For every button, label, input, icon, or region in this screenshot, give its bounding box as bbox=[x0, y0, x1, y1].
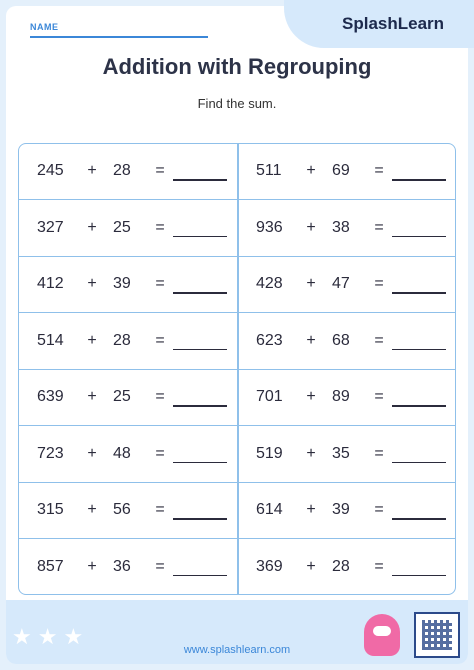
addend-b: 36 bbox=[113, 557, 131, 575]
addend-a: 514 bbox=[37, 331, 64, 349]
equals-sign: = bbox=[155, 218, 165, 236]
equals-sign: = bbox=[374, 275, 384, 292]
answer-blank[interactable] bbox=[392, 179, 446, 181]
answer-blank[interactable] bbox=[392, 236, 446, 238]
addend-a: 412 bbox=[37, 275, 64, 292]
problem-row bbox=[238, 540, 456, 596]
addend-a: 327 bbox=[37, 218, 64, 236]
answer-blank[interactable] bbox=[173, 575, 227, 577]
answer-blank[interactable] bbox=[173, 462, 227, 464]
problem-row bbox=[19, 483, 237, 539]
problem-row bbox=[19, 370, 237, 426]
equals-sign: = bbox=[155, 388, 165, 405]
addend-b: 25 bbox=[113, 218, 131, 236]
plus-sign: + bbox=[306, 501, 316, 518]
mascot-eye-icon bbox=[373, 626, 391, 636]
equals-sign: = bbox=[155, 331, 165, 349]
equals-sign: = bbox=[374, 162, 384, 179]
plus-sign: + bbox=[87, 275, 97, 292]
plus-sign: + bbox=[87, 162, 97, 179]
addend-b: 56 bbox=[113, 501, 131, 518]
problems-left-column bbox=[19, 144, 237, 594]
addend-a: 623 bbox=[256, 331, 283, 349]
equals-sign: = bbox=[155, 275, 165, 292]
equals-sign: = bbox=[155, 501, 165, 518]
plus-sign: + bbox=[306, 162, 316, 179]
plus-sign: + bbox=[87, 388, 97, 405]
addend-b: 28 bbox=[332, 557, 350, 575]
answer-blank[interactable] bbox=[173, 349, 227, 351]
answer-blank[interactable] bbox=[392, 349, 446, 351]
problem-row bbox=[238, 483, 456, 539]
plus-sign: + bbox=[306, 218, 316, 236]
addend-a: 511 bbox=[256, 162, 282, 179]
addend-b: 28 bbox=[113, 331, 131, 349]
answer-blank[interactable] bbox=[173, 292, 227, 294]
plus-sign: + bbox=[306, 557, 316, 575]
equals-sign: = bbox=[374, 218, 384, 236]
name-label: NAME bbox=[30, 22, 59, 32]
addend-a: 315 bbox=[37, 501, 64, 518]
problem-row bbox=[19, 540, 237, 596]
problem-row bbox=[238, 314, 456, 370]
worksheet-instruction: Find the sum. bbox=[197, 96, 277, 111]
equals-sign: = bbox=[374, 557, 384, 575]
addend-a: 857 bbox=[37, 557, 64, 575]
equals-sign: = bbox=[374, 388, 384, 405]
problem-grid bbox=[18, 143, 456, 595]
footer-url[interactable]: www.splashlearn.com bbox=[183, 644, 291, 656]
addend-a: 369 bbox=[256, 557, 283, 575]
addend-a: 701 bbox=[256, 388, 283, 405]
addend-b: 28 bbox=[113, 162, 131, 179]
addend-b: 35 bbox=[332, 444, 350, 462]
addend-b: 39 bbox=[332, 501, 350, 518]
plus-sign: + bbox=[306, 275, 316, 292]
plus-sign: + bbox=[306, 331, 316, 349]
equals-sign: = bbox=[374, 331, 384, 349]
qr-code-pattern bbox=[422, 620, 452, 650]
answer-blank[interactable] bbox=[392, 518, 446, 520]
equals-sign: = bbox=[155, 557, 165, 575]
addend-b: 89 bbox=[332, 388, 350, 405]
problem-row bbox=[19, 427, 237, 483]
addend-a: 723 bbox=[37, 444, 64, 462]
splashlearn-logo: SplashLearn bbox=[342, 14, 445, 33]
problem-row bbox=[238, 257, 456, 313]
answer-blank[interactable] bbox=[173, 518, 227, 520]
name-field-line[interactable] bbox=[30, 36, 208, 38]
plus-sign: + bbox=[306, 444, 316, 462]
addend-a: 245 bbox=[37, 162, 64, 179]
answer-blank[interactable] bbox=[392, 462, 446, 464]
addend-a: 519 bbox=[256, 444, 283, 462]
addend-b: 48 bbox=[113, 444, 131, 462]
plus-sign: + bbox=[306, 388, 316, 405]
equals-sign: = bbox=[155, 444, 165, 462]
plus-sign: + bbox=[87, 444, 97, 462]
addend-b: 47 bbox=[332, 275, 350, 292]
addend-b: 68 bbox=[332, 331, 350, 349]
plus-sign: + bbox=[87, 501, 97, 518]
answer-blank[interactable] bbox=[173, 179, 227, 181]
addend-a: 639 bbox=[37, 388, 64, 405]
answer-blank[interactable] bbox=[392, 292, 446, 294]
problem-row bbox=[19, 144, 237, 200]
equals-sign: = bbox=[374, 444, 384, 462]
equals-sign: = bbox=[155, 162, 165, 179]
problem-row bbox=[238, 144, 456, 200]
answer-blank[interactable] bbox=[392, 575, 446, 577]
addend-a: 614 bbox=[256, 501, 283, 518]
answer-blank[interactable] bbox=[173, 236, 227, 238]
addend-b: 38 bbox=[332, 218, 350, 236]
plus-sign: + bbox=[87, 218, 97, 236]
worksheet-title: Addition with Regrouping bbox=[102, 54, 372, 79]
problem-row bbox=[238, 201, 456, 257]
addend-a: 428 bbox=[256, 275, 283, 292]
answer-blank[interactable] bbox=[173, 405, 227, 407]
plus-sign: + bbox=[87, 557, 97, 575]
addend-a: 936 bbox=[256, 218, 283, 236]
plus-sign: + bbox=[87, 331, 97, 349]
problem-row bbox=[238, 427, 456, 483]
addend-b: 25 bbox=[113, 388, 131, 405]
addend-b: 69 bbox=[332, 162, 350, 179]
answer-blank[interactable] bbox=[392, 405, 446, 407]
problem-row bbox=[19, 201, 237, 257]
problem-row bbox=[238, 370, 456, 426]
addend-b: 39 bbox=[113, 275, 131, 292]
problem-row bbox=[19, 314, 237, 370]
problem-row bbox=[19, 257, 237, 313]
problems-right-column bbox=[238, 144, 456, 594]
stars-decoration: ★★★ bbox=[12, 624, 90, 649]
equals-sign: = bbox=[374, 501, 384, 518]
